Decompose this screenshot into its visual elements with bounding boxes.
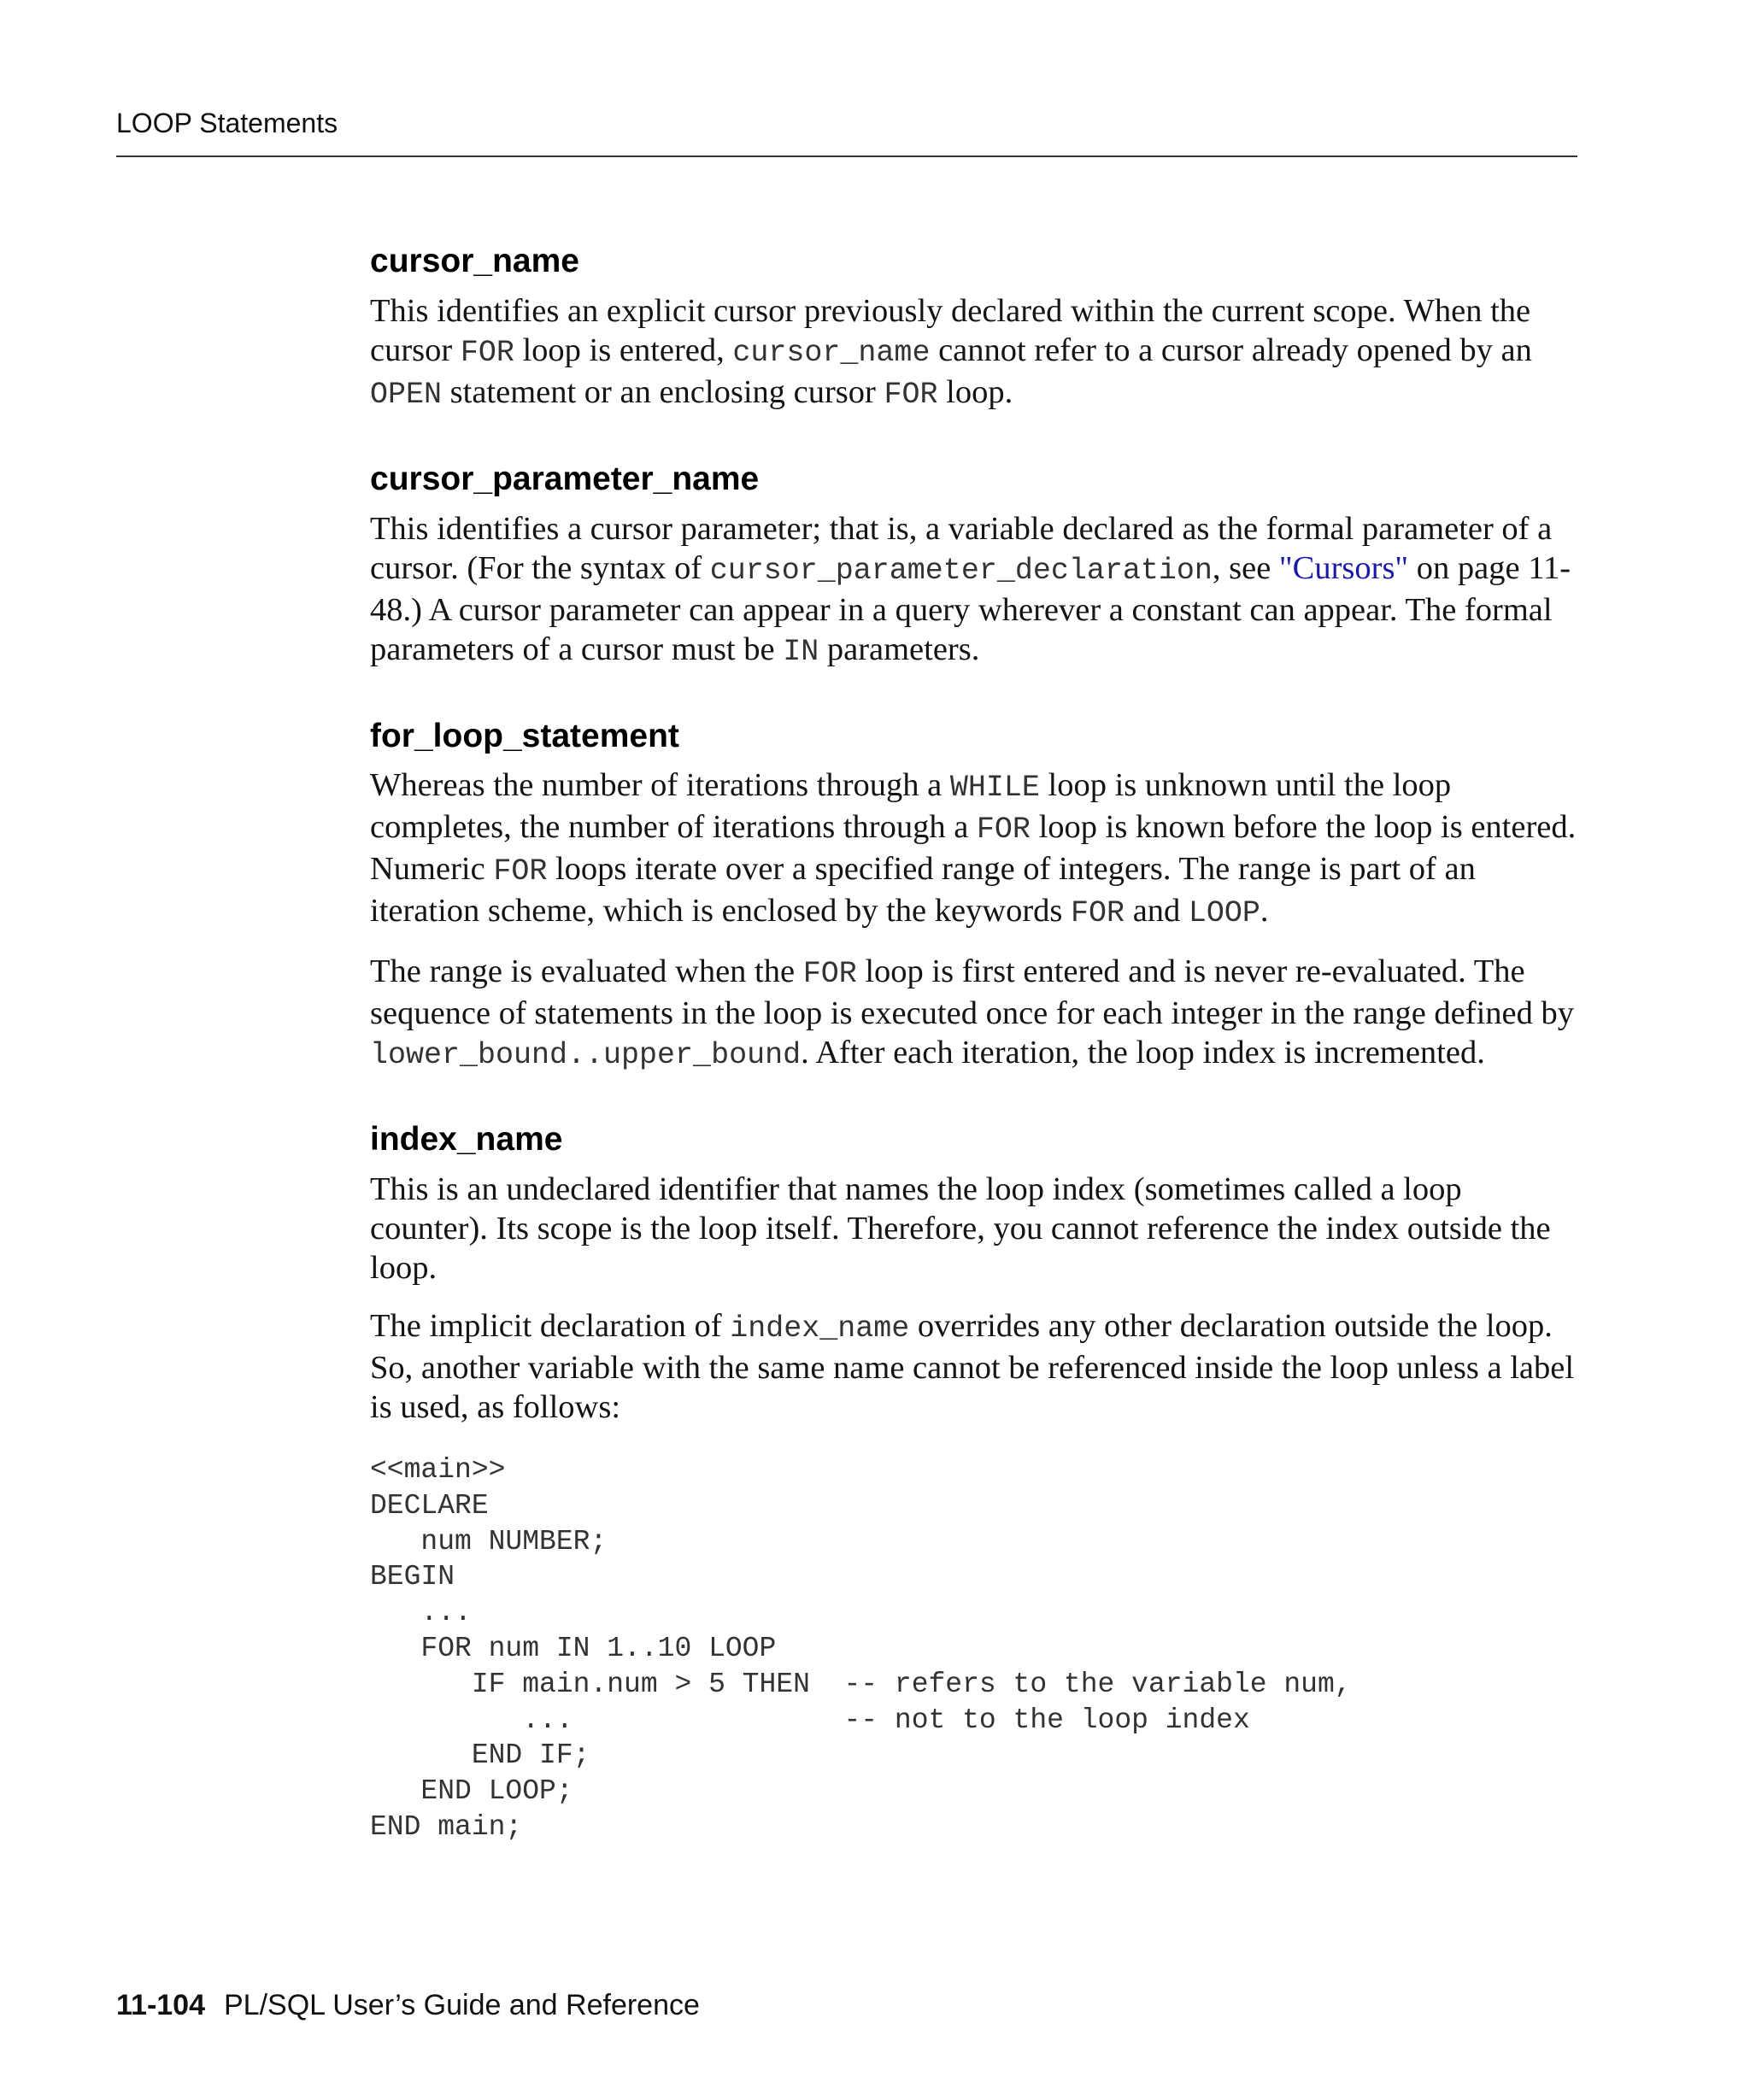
text: , see [1212, 549, 1279, 586]
inline-code: cursor_parameter_declaration [709, 553, 1213, 588]
section-index-name [370, 1119, 1579, 1845]
text: cannot refer to a cursor already opened by an [930, 331, 1532, 368]
paragraph [370, 952, 1579, 1075]
text: loop is known before the loop is entered. Numeric [370, 809, 1577, 888]
inline-code: FOR [1071, 896, 1125, 931]
text: and [1125, 893, 1189, 930]
text: loop. [937, 373, 1013, 410]
section-cursor-name [370, 241, 1579, 414]
inline-code: LOOP [1188, 896, 1260, 931]
text: statement or an enclosing cursor [442, 373, 884, 410]
text: . After each iteration, the loop index is incremented. [801, 1035, 1485, 1071]
paragraph [370, 766, 1579, 933]
inline-code: FOR [976, 812, 1031, 848]
section-heading: cursor_parameter_name [370, 460, 760, 497]
cursors-link[interactable]: "Cursors" [1278, 549, 1409, 586]
section-for-loop-statement [370, 716, 1579, 1076]
text: parameters. [819, 631, 980, 667]
inline-code: FOR [493, 854, 548, 889]
inline-code: FOR [802, 957, 857, 992]
book-title: PL/SQL User’s Guide and Reference [224, 1989, 700, 2021]
paragraph: This is an undeclared identifier that names the loop index (sometimes called a loop counter). Its scope is the loop itself. Therefore, you cannot reference the index outside the loop. [370, 1171, 1551, 1286]
section-cursor-parameter-name [370, 459, 1579, 672]
paragraph [370, 1306, 1579, 1427]
inline-code: WHILE [949, 771, 1040, 806]
text: Whereas the number of iterations through a [370, 767, 950, 804]
text: on page 11-48.) A cursor parameter can appear in a query wherever a constant can appear. The formal parameters of a cursor must be [370, 549, 1571, 667]
inline-code: OPEN [370, 377, 443, 412]
inline-code: FOR [460, 335, 514, 370]
text: loop is unknown until the loop completes, the number of iterations through a [370, 767, 1452, 846]
paragraph [370, 509, 1579, 672]
paragraph [370, 291, 1579, 414]
text: The range is evaluated when the [370, 953, 803, 990]
section-heading: cursor_name [370, 243, 579, 279]
inline-code: index_name [730, 1311, 910, 1346]
section-heading: index_name [370, 1121, 563, 1159]
text: loop is entered, [514, 331, 733, 368]
inline-code: IN [783, 634, 819, 669]
running-header: LOOP Statements [116, 108, 338, 138]
section-heading: for_loop_statement [370, 717, 679, 754]
inline-code: lower_bound..upper_bound [370, 1038, 802, 1073]
text: loop is first entered and is never re-evaluated. The sequence of statements in the loop is executed once for each integer in the range defined by [370, 953, 1574, 1032]
inline-code: FOR [884, 377, 938, 412]
header-rule [116, 155, 1577, 157]
text: . [1260, 893, 1269, 930]
page-content [370, 241, 1579, 1890]
text: This identifies a cursor parameter; that is, a variable declared as the formal parameter of a cursor. (For the syntax of [370, 510, 1553, 586]
text: loops iterate over a specified range of integers. The range is part of an iteration scheme, which is enclosed by the keywords [370, 851, 1476, 930]
inline-code: cursor_name [732, 335, 931, 370]
page-number: 11-104 [116, 1989, 205, 2021]
text: overrides any other declaration outside the loop. So, another variable with the same name cannot be referenced inside the loop unless a label is used, as follows: [370, 1308, 1575, 1425]
page-footer [116, 1989, 700, 2022]
text: This identifies an explicit cursor previously declared within the current scope. When the cursor [370, 292, 1531, 368]
text: The implicit declaration of [370, 1308, 731, 1344]
code-example: <<main>> DECLARE num NUMBER; BEGIN ... FOR num IN 1..10 LOOP IF main.num > 5 THEN -- refers to the variable num, ... -- not to the loop index END IF; END LOOP; END main; [370, 1454, 1352, 1843]
